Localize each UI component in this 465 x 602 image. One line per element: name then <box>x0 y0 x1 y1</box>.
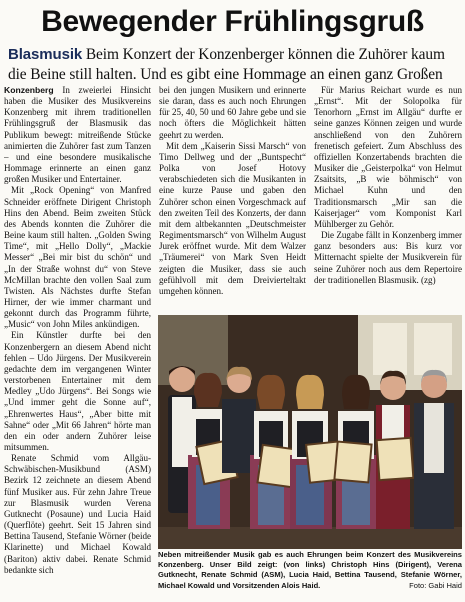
photo-floor <box>158 527 462 549</box>
headline: Bewegender Frühlingsgruß <box>41 5 424 38</box>
subheading <box>8 45 460 85</box>
article-paragraph <box>4 85 151 185</box>
group-photo <box>158 315 462 549</box>
article-column-2 <box>159 85 306 307</box>
article-column-1 <box>4 85 151 599</box>
subheading-kicker: Blasmusik <box>8 46 83 63</box>
article-paragraph: Renate Schmid vom Allgäu-Schwäbischen-Musikbund (ASM) Bezirk 12 zeichnete an diesem Abend fünf Musiker aus. Für zehn Jahre Treue zur Blasmusik wurden Verena Gutknecht (Posaune) und Lucia Haid (Querflöte) geehrt. Seit 15 Jahren sind Bettina Tausend, Stefanie Wörner (beide Klarinette) und Michael Kowald (Bariton) aktiv dabei. Renate Schmid bedankte sich <box>4 453 151 575</box>
article-paragraph: Die Zugabe fällt in Konzenberg immer ganz besonders aus: Bis kurz vor Mitternacht spielte der Musikverein für seine Zuhörer noch aus dem Repertoire der traditionellen Blasmusik. (zg) <box>314 230 462 285</box>
dateline-place: Konzenberg <box>4 85 54 95</box>
photo-window <box>414 323 452 375</box>
caption-text: Neben mitreißender Musik gab es auch Ehrungen beim Konzert des Musikvereins Konzenberg. Unser Bild zeigt: (von links) Christoph Hins (Dirigent), Verena Gutknecht, Renate Schmid (ASM), Lucia Haid, Bettina Tausend, Stefanie Wörner, Michael Kowald und Vorsitzenden Alois Haid. <box>158 550 462 590</box>
article-column-3 <box>314 85 462 307</box>
photo-caption <box>158 550 462 591</box>
article-paragraph: Mit dem „Kaiserin Sissi Marsch“ von Timo Dellweg und der „Buntspecht“ Polka von Josef Hotovy verabschiedeten sich die Musikanten in eine kurze Pause und gaben den Zuhörer schon einen Vorgeschmack auf den zweiten Teil des Konzerts, der dann mit dem altbekannten „Deutschmeister Regimentsmarsch“ von Wilhelm August Jurek eröffnet wurde. Mit dem Walzer „Träumerei“ von Mark Sven Heidt zeigten die Musiker, dass sie auch gefühlvoll mit dem Dreivierteltakt umgehen können. <box>159 140 306 296</box>
photo-credit: Foto: Gabi Haid <box>409 580 462 590</box>
subheading-text: Beim Konzert der Konzenberger können die Zuhörer kaum die Beine still halten. Und es gibt eine Hommage an einen ganz Großen <box>8 46 445 83</box>
paragraph-text: In zweierlei Hinsicht haben die Musiker des Musikvereins Konzenberg mit ihrem traditionellen Frühlingsgruß der Blasmusik das Publikum bewegt: mitreißende Stücke animierten die Zuhörer fast zum Tanzen – und eine besondere musikalische Hommage erinnerte an einen ganz großen Musiker und Entertainer. <box>4 85 151 185</box>
article-paragraph: Für Marius Reichart wurde es nun „Ernst“. Mit der Solopolka für Tenorhorn „Ernst im Allgäu“ durfte er seine ganzes Können zeigen und wurde anschließend von den Zuhörern frenetisch gefeiert. Zum Abschluss des offiziellen Konzertabends brachten die Musiker die „Geisterpolka“ von Helmut Zsaitsits, „B wie böhmisch“ von Michael Kuhn und den Traditionsmarsch „Mir san die Kaiserjager“ vom Komponist Karl Mühlberger zu Gehör. <box>314 85 462 229</box>
photo-window <box>373 323 407 375</box>
article-paragraph: bei den jungen Musikern und erinnerte sie daran, dass es auch noch Ehrungen für 25, 40, 50 und 60 Jahre gebe und sie noch öfters die Möglichkeit hätten geehrt zu werden. <box>159 85 306 140</box>
article-paragraph: Ein Künstler durfte bei den Konzenbergern an diesem Abend nicht fehlen – Udo Jürgens. Der Musikverein gedachte dem im vergangenen Winter verstorbenen Entertainer mit dem Medley „Udo Jürgens“. Bei Songs wie „Und immer geht die Sonne auf“, „Ehrenwertes Haus“, „Aber bitte mit Sahne“ oder „Mit 66 Jahren“ hörte man den ein oder andern Zuhörer leise mitsummen. <box>4 330 151 452</box>
article-paragraph: Mit „Rock Opening“ von Manfred Schneider eröffnete Dirigent Christoph Hins den Abend. Beim zweiten Stück des Abends konnten die Zuhörer die Beine kaum still halten. „Golden Swing Time“, mit „Hello Dolly“, „Mackie Messer“ „Bei mir bist du schön“ und „In der Straße wohnst du“ von Steve McMillan brachte den vollen Saal zum Twisten. Als Nächstes durfte Stefan Hirner, der wie immer charmant und gekonnt durch das Programm führte, „Music“ von John Miles ankündigen. <box>4 185 151 330</box>
